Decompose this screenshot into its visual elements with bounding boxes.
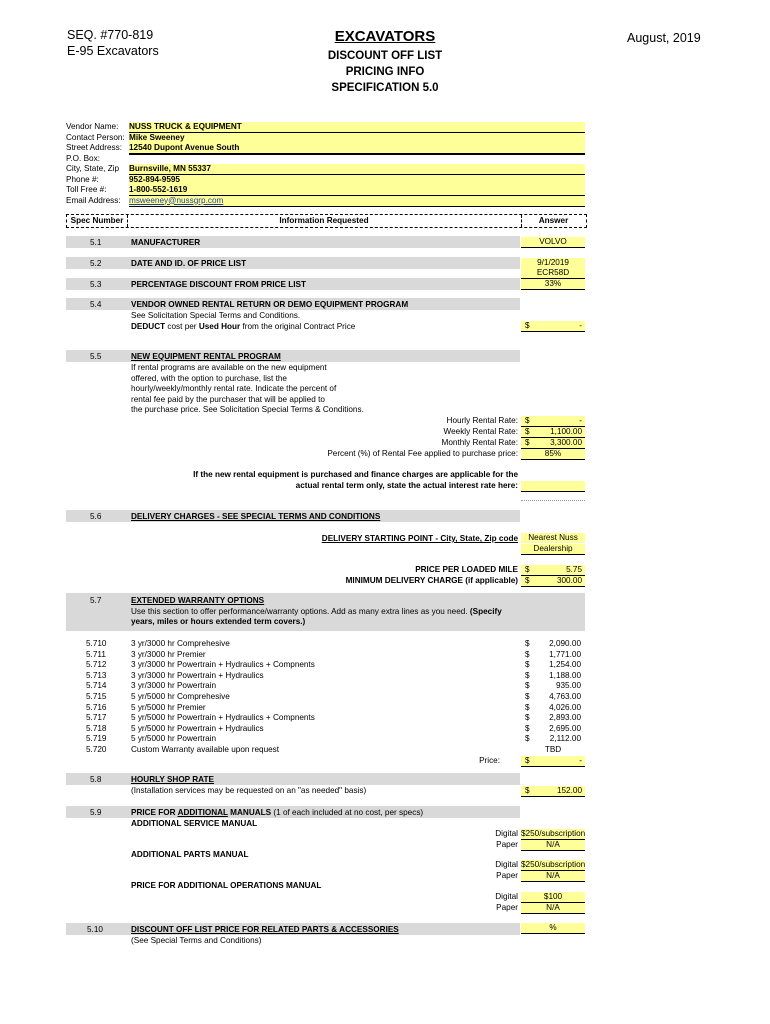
parts-discount-field[interactable]: % bbox=[521, 923, 585, 934]
warranty-num: 5.711 bbox=[86, 649, 106, 659]
warranty-num: 5.713 bbox=[86, 670, 107, 680]
warranty-price[interactable]: TBD bbox=[544, 745, 562, 754]
email-field[interactable]: msweeney@nussgrp.com bbox=[129, 196, 585, 207]
delivery-start-value-1[interactable]: Nearest Nuss bbox=[521, 533, 585, 543]
vendor-label: Contact Person: bbox=[66, 132, 125, 142]
warranty-price[interactable]: 4,763.00 bbox=[549, 692, 581, 701]
warranty-item: 3 yr/3000 hr Powertrain + Hydraulics + Compnents bbox=[131, 660, 315, 670]
amount: 3,300.00 bbox=[550, 438, 582, 447]
delivery-start-value-2[interactable]: Dealership bbox=[521, 544, 585, 555]
price-list-date[interactable]: 9/1/2019 bbox=[521, 258, 585, 268]
dollar-sign: $ bbox=[525, 681, 530, 691]
warranty-label: EXTENDED WARRANTY OPTIONS bbox=[131, 596, 265, 605]
deduct-text: DEDUCT bbox=[131, 321, 166, 331]
ops-digital-field[interactable]: $100 bbox=[521, 892, 585, 903]
seq-number: SEQ. #770-819 bbox=[67, 28, 154, 42]
warranty-price[interactable]: 2,112.00 bbox=[549, 734, 581, 744]
dollar-sign: $ bbox=[525, 692, 530, 701]
amount: 152.00 bbox=[556, 786, 582, 795]
parts-discount-note: (See Special Terms and Conditions) bbox=[131, 935, 262, 945]
dollar-sign: $ bbox=[525, 321, 530, 330]
warranty-num: 5.719 bbox=[86, 734, 107, 744]
dollar-sign: $ bbox=[525, 660, 530, 670]
interest-rate-line-1: If the new rental equipment is purchased and finance charges are applicable for the bbox=[193, 470, 518, 479]
warranty-item: 5 yr/5000 hr Powertrain bbox=[131, 734, 217, 744]
monthly-rate-label: Monthly Rental Rate: bbox=[441, 438, 518, 447]
spec-number: 5.2 bbox=[90, 259, 102, 268]
hourly-rate-label: Hourly Rental Rate: bbox=[446, 416, 518, 425]
contact-person-field[interactable]: Mike Sweeney bbox=[129, 133, 585, 144]
used-hour-text: Used Hour bbox=[198, 321, 241, 331]
vendor-label: Phone #: bbox=[66, 174, 99, 184]
dollar-sign: $ bbox=[525, 734, 530, 744]
minimum-delivery-field[interactable] bbox=[521, 576, 585, 587]
service-paper-field[interactable]: N/A bbox=[521, 840, 585, 851]
service-digital-field[interactable]: $250/subscription bbox=[521, 829, 585, 838]
spec-number: 5.10 bbox=[87, 925, 103, 934]
discount-label: PERCENTAGE DISCOUNT FROM PRICE LIST bbox=[131, 280, 306, 289]
warranty-desc-2: years, miles or hours extended term covers.) bbox=[131, 617, 306, 626]
hourly-rate-field[interactable] bbox=[521, 416, 585, 427]
dollar-sign: $ bbox=[525, 565, 530, 574]
demo-program-label: VENDOR OWNED RENTAL RETURN OR DEMO EQUIPMENT PROGRAM bbox=[131, 300, 409, 309]
spec-number: 5.7 bbox=[90, 596, 102, 605]
dollar-sign: $ bbox=[525, 713, 530, 723]
demo-deduct-field[interactable] bbox=[521, 321, 585, 332]
manuals-label bbox=[131, 808, 423, 818]
warranty-item: 3 yr/3000 hr Powertrain + Hydraulics bbox=[131, 670, 264, 680]
price-list-id[interactable]: ECR58D bbox=[521, 268, 585, 279]
demo-program-note: See Solicitation Special Terms and Conditions. bbox=[131, 311, 301, 320]
warranty-price[interactable]: 4,026.00 bbox=[549, 702, 581, 712]
dollar-sign: $ bbox=[525, 639, 530, 648]
price-list-label: DATE AND ID. OF PRICE LIST bbox=[131, 259, 247, 268]
warranty-price[interactable]: 2,090.00 bbox=[549, 639, 581, 648]
spec-number: 5.3 bbox=[90, 280, 102, 289]
amount: - bbox=[579, 756, 582, 765]
parts-discount-label: DISCOUNT OFF LIST PRICE FOR RELATED PARTS & ACCESSORIES bbox=[131, 925, 399, 934]
operations-manual-label: PRICE FOR ADDITIONAL OPERATIONS MANUAL bbox=[131, 881, 322, 890]
shop-rate-field[interactable] bbox=[521, 786, 585, 797]
warranty-num: 5.715 bbox=[86, 692, 107, 701]
dollar-sign: $ bbox=[525, 723, 530, 733]
digital-label: Digital bbox=[495, 892, 518, 901]
toll-free-field[interactable]: 1-800-552-1619 bbox=[129, 185, 585, 196]
spec-number: 5.5 bbox=[90, 352, 102, 361]
paper-label: Paper bbox=[496, 870, 518, 880]
monthly-rate-field[interactable] bbox=[521, 438, 585, 449]
warranty-price[interactable]: 935.00 bbox=[555, 681, 581, 691]
warranty-item: Custom Warranty available upon request bbox=[131, 745, 280, 754]
warranty-item: 5 yr/5000 hr Comprehesive bbox=[131, 692, 230, 701]
phone-field[interactable]: 952-894-9595 bbox=[129, 175, 585, 186]
spec-number: 5.9 bbox=[90, 808, 102, 817]
warranty-price[interactable]: 2,893.00 bbox=[549, 713, 581, 723]
vendor-label: City, State, Zip bbox=[66, 164, 120, 173]
paper-label: Paper bbox=[496, 902, 518, 912]
warranty-desc-1 bbox=[131, 607, 502, 617]
manuals-label-b: ADDITIONAL bbox=[177, 808, 228, 817]
spec-number-header: Spec Number bbox=[70, 216, 124, 225]
interest-rate-field[interactable] bbox=[521, 481, 585, 492]
dollar-sign: $ bbox=[525, 786, 530, 795]
divider bbox=[521, 500, 585, 501]
parts-manual-label: ADDITIONAL PARTS MANUAL bbox=[131, 850, 249, 859]
demo-program-instructions bbox=[131, 322, 355, 332]
digital-label: Digital bbox=[495, 829, 518, 838]
rental-program-label: NEW EQUIPMENT RENTAL PROGRAM bbox=[131, 352, 281, 361]
cost-per-text: cost per bbox=[165, 321, 199, 331]
minimum-delivery-label: MINIMUM DELIVERY CHARGE (if applicable) bbox=[345, 575, 518, 585]
manuals-label-a: PRICE FOR bbox=[131, 808, 178, 817]
po-box-field[interactable] bbox=[129, 154, 585, 155]
warranty-num: 5.714 bbox=[86, 681, 107, 691]
manuals-label-c: MANUALS bbox=[227, 808, 272, 817]
manufacturer-answer[interactable]: VOLVO bbox=[521, 237, 585, 248]
warranty-num: 5.718 bbox=[86, 723, 107, 733]
table-header bbox=[66, 214, 587, 228]
price-per-mile-field[interactable] bbox=[521, 565, 585, 576]
shop-rate-label: HOURLY SHOP RATE bbox=[131, 775, 214, 784]
amount: - bbox=[579, 416, 582, 425]
answer-header: Answer bbox=[538, 216, 569, 225]
vendor-label: Toll Free #: bbox=[66, 185, 107, 194]
warranty-price[interactable]: 1,188.00 bbox=[549, 670, 581, 680]
warranty-num: 5.712 bbox=[86, 660, 107, 670]
rental-desc-line: the purchase price. See Solicitation Special Terms & Conditions. bbox=[131, 405, 364, 414]
price-per-mile-label: PRICE PER LOADED MILE bbox=[415, 565, 518, 574]
amount: 300.00 bbox=[556, 575, 582, 585]
vendor-label: P.O. Box: bbox=[66, 153, 100, 163]
amount: 1,100.00 bbox=[550, 427, 582, 436]
spec-number: 5.6 bbox=[90, 512, 102, 521]
vendor-name-field[interactable]: NUSS TRUCK & EQUIPMENT bbox=[129, 122, 585, 133]
rental-desc-line: hourly/weekly/monthly rental rate. Indicate the percent of bbox=[131, 384, 337, 393]
warranty-num: 5.716 bbox=[86, 702, 107, 712]
rental-desc-line: If rental programs are available on the new equipment bbox=[131, 363, 327, 372]
shop-rate-note: (Installation services may be requested on an "as needed" basis) bbox=[131, 785, 367, 795]
city-state-zip-field[interactable]: Burnsville, MN 55337 bbox=[129, 164, 585, 175]
dollar-sign: $ bbox=[525, 427, 530, 436]
spec-number: 5.8 bbox=[90, 775, 102, 784]
warranty-item: 3 yr/3000 hr Powertrain bbox=[131, 681, 217, 691]
warranty-item: 5 yr/5000 hr Premier bbox=[131, 702, 206, 712]
spec-number: 5.1 bbox=[90, 238, 102, 247]
parts-paper-field[interactable]: N/A bbox=[521, 871, 585, 882]
warranty-item: 5 yr/5000 hr Powertrain + Hydraulics bbox=[131, 723, 264, 733]
doc-date: August, 2019 bbox=[627, 31, 701, 45]
weekly-rate-label: Weekly Rental Rate: bbox=[443, 427, 518, 436]
paper-label: Paper bbox=[496, 839, 518, 849]
doc-subtitle: E-95 Excavators bbox=[67, 44, 159, 58]
title-line-3: PRICING INFO bbox=[345, 66, 425, 78]
rental-desc-line: rental fee paid by the purchaser that will be applied to bbox=[131, 394, 325, 404]
warranty-price-field[interactable] bbox=[521, 756, 585, 767]
vendor-label: Vendor Name: bbox=[66, 122, 119, 131]
warranty-num: 5.720 bbox=[86, 745, 107, 754]
warranty-desc-bold: (Specify bbox=[469, 606, 502, 616]
spec-number: 5.4 bbox=[90, 300, 102, 309]
warranty-desc-text: Use this section to offer performance/warranty options. Add as many extra lines as you need. bbox=[131, 606, 470, 616]
parts-digital-field[interactable]: $250/subscription bbox=[521, 860, 585, 869]
ops-paper-field[interactable]: N/A bbox=[521, 903, 585, 914]
delivery-charges-label: DELIVERY CHARGES - SEE SPECIAL TERMS AND CONDITIONS bbox=[131, 512, 381, 521]
dollar-sign: $ bbox=[525, 649, 530, 659]
contract-price-text: from the original Contract Price bbox=[240, 321, 356, 331]
manufacturer-label: MANUFACTURER bbox=[131, 238, 201, 247]
percent-applied-field[interactable]: 85% bbox=[521, 449, 585, 460]
warranty-item: 3 yr/3000 hr Premier bbox=[131, 649, 206, 659]
warranty-item: 3 yr/3000 hr Comprehesive bbox=[131, 639, 230, 648]
warranty-price[interactable]: 1,254.00 bbox=[549, 660, 581, 670]
dollar-sign: $ bbox=[525, 756, 530, 765]
amount: - bbox=[579, 321, 582, 330]
dollar-sign: $ bbox=[525, 438, 530, 447]
vendor-label: Street Address: bbox=[66, 143, 122, 152]
weekly-rate-field[interactable] bbox=[521, 427, 585, 438]
warranty-price[interactable]: 2,695.00 bbox=[549, 723, 581, 733]
vendor-label: Email Address: bbox=[66, 195, 121, 205]
warranty-num: 5.710 bbox=[86, 639, 107, 648]
interest-rate-line-2: actual rental term only, state the actual interest rate here: bbox=[295, 481, 518, 490]
dollar-sign: $ bbox=[525, 416, 530, 425]
info-requested-header: Information Requested bbox=[279, 216, 369, 225]
discount-answer[interactable]: 33% bbox=[521, 279, 585, 290]
title-line-2: DISCOUNT OFF LIST bbox=[327, 50, 443, 62]
rental-desc-line: offered, with the option to purchase, list the bbox=[131, 373, 287, 383]
dollar-sign: $ bbox=[525, 702, 530, 712]
dollar-sign: $ bbox=[525, 670, 530, 680]
warranty-num: 5.717 bbox=[86, 713, 107, 723]
digital-label: Digital bbox=[495, 860, 518, 869]
manuals-note: (1 of each included at no cost, per specs) bbox=[271, 808, 424, 817]
title-line-4: SPECIFICATION 5.0 bbox=[331, 82, 439, 94]
street-address-field[interactable]: 12540 Dupont Avenue South bbox=[129, 143, 585, 154]
warranty-price[interactable]: 1,771.00 bbox=[549, 649, 581, 659]
delivery-start-label: DELIVERY STARTING POINT - City, State, Zip code bbox=[321, 534, 518, 543]
warranty-item: 5 yr/5000 hr Powertrain + Hydraulics + Compnents bbox=[131, 713, 315, 723]
service-manual-label: ADDITIONAL SERVICE MANUAL bbox=[131, 818, 258, 828]
percent-applied-label: Percent (%) of Rental Fee applied to purchase price: bbox=[327, 449, 518, 458]
dollar-sign: $ bbox=[525, 575, 530, 585]
page-title: EXCAVATORS bbox=[334, 28, 436, 45]
amount: 5.75 bbox=[566, 565, 582, 574]
price-label: Price: bbox=[479, 756, 500, 765]
